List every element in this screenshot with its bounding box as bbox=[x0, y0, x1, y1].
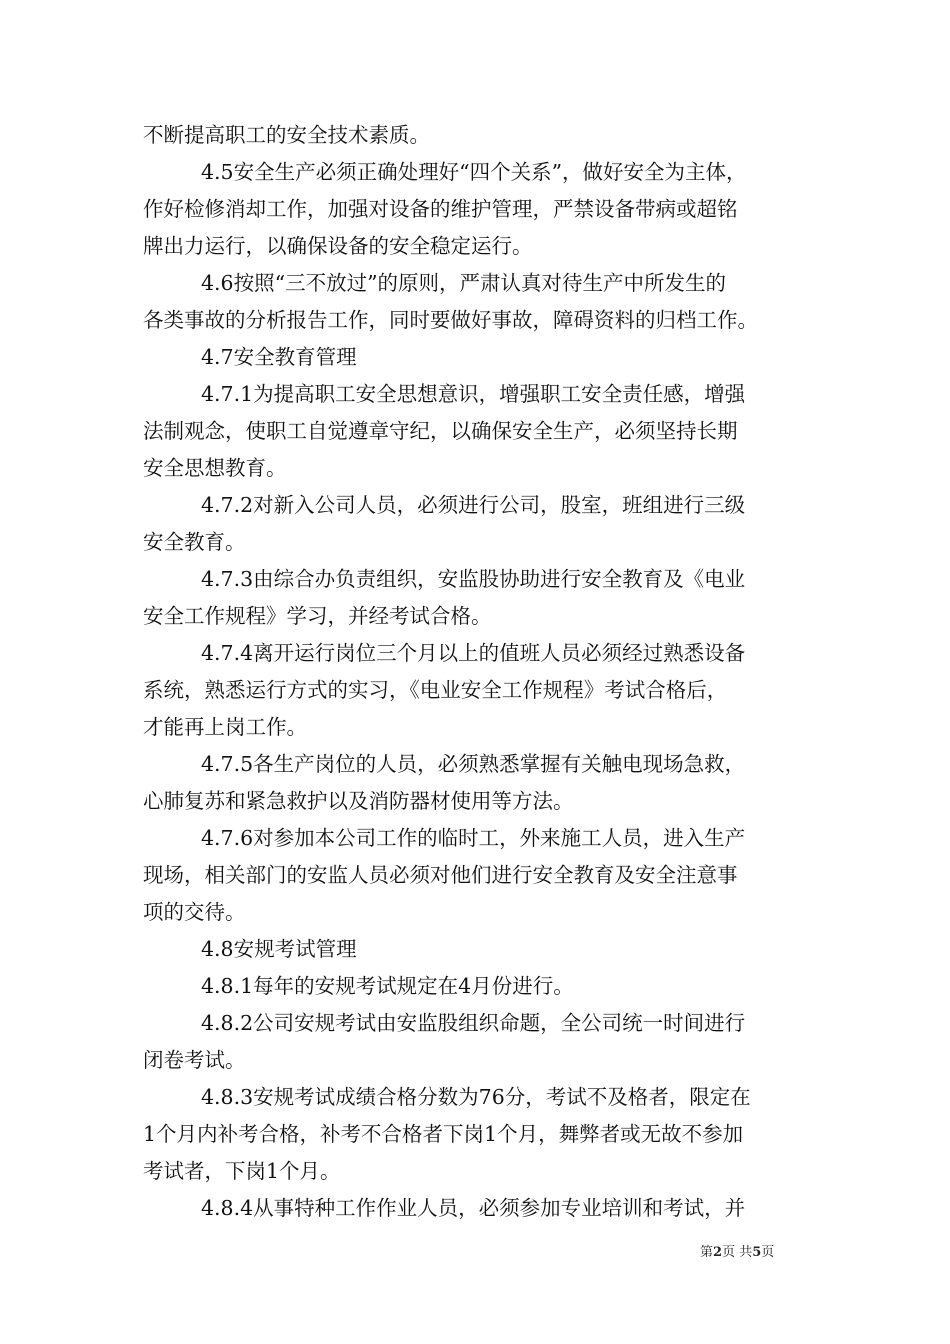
current-page-number: 2 bbox=[713, 1245, 723, 1260]
text-line: 作好检修消却工作，加强对设备的维护管理，严禁设备带病或超铭 bbox=[143, 197, 738, 221]
text-line: 4.8.4从事特种工作作业人员，必须参加专业培训和考试，并 bbox=[201, 1196, 746, 1220]
text-line: 4.6按照“三不放过”的原则，严肃认真对待生产中所发生的 bbox=[201, 271, 727, 295]
total-page-number: 5 bbox=[752, 1245, 762, 1260]
text-line: 1个月内补考合格，补考不合格者下岗1个月，舞弊者或无故不参加 bbox=[143, 1122, 744, 1146]
text-line: 才能再上岗工作。 bbox=[143, 715, 307, 739]
text-line: 4.7.2对新入公司人员，必须进行公司，股室，班组进行三级 bbox=[201, 493, 746, 517]
document-body bbox=[143, 117, 807, 1227]
text-line: 4.8.3安规考试成绩合格分数为76分，考试不及格者，限定在 bbox=[201, 1085, 751, 1109]
text-line: 系统，熟悉运行方式的实习，《电业安全工作规程》考试合格后， bbox=[143, 678, 728, 702]
text-line: 4.7.4离开运行岗位三个月以上的值班人员必须经过熟悉设备 bbox=[201, 641, 746, 665]
text-line: 4.5安全生产必须正确处理好“四个关系”，做好安全为主体， bbox=[201, 160, 747, 184]
text-line: 安全工作规程》学习，并经考试合格。 bbox=[143, 604, 492, 628]
footer-middle: 页 共 bbox=[722, 1245, 753, 1260]
text-line: 闭卷考试。 bbox=[143, 1048, 246, 1072]
text-line: 4.8安规考试管理 bbox=[201, 937, 357, 961]
text-line: 4.8.2公司安规考试由安监股组织命题，全公司统一时间进行 bbox=[201, 1011, 746, 1035]
text-line: 4.8.1每年的安规考试规定在4月份进行。 bbox=[201, 974, 574, 998]
text-line: 各类事故的分析报告工作，同时要做好事故，障碍资料的归档工作。 bbox=[143, 308, 758, 332]
text-line: 安全教育。 bbox=[143, 530, 246, 554]
text-line: 4.7.3由综合办负责组织，安监股协助进行安全教育及《电业 bbox=[201, 567, 746, 591]
text-line: 考试者，下岗1个月。 bbox=[143, 1159, 341, 1183]
text-line: 4.7.6对参加本公司工作的临时工，外来施工人员，进入生产 bbox=[201, 826, 746, 850]
text-line: 安全思想教育。 bbox=[143, 456, 287, 480]
text-line: 项的交待。 bbox=[143, 900, 246, 924]
text-line: 法制观念，使职工自觉遵章守纪，以确保安全生产，必须坚持长期 bbox=[143, 419, 738, 443]
page-footer bbox=[700, 1244, 810, 1262]
text-line: 4.7.5各生产岗位的人员，必须熟悉掌握有关触电现场急救， bbox=[201, 752, 746, 776]
text-line: 现场，相关部门的安监人员必须对他们进行安全教育及安全注意事 bbox=[143, 863, 738, 887]
text-line: 不断提高职工的安全技术素质。 bbox=[143, 123, 430, 147]
footer-prefix: 第 bbox=[700, 1245, 714, 1260]
text-line: 心肺复苏和紧急救护以及消防器材使用等方法。 bbox=[143, 789, 574, 813]
text-line: 牌出力运行，以确保设备的安全稳定运行。 bbox=[143, 234, 533, 258]
footer-suffix: 页 bbox=[761, 1245, 775, 1260]
text-line: 4.7安全教育管理 bbox=[201, 345, 357, 369]
text-line: 4.7.1为提高职工安全思想意识，增强职工安全责任感，增强 bbox=[201, 382, 746, 406]
